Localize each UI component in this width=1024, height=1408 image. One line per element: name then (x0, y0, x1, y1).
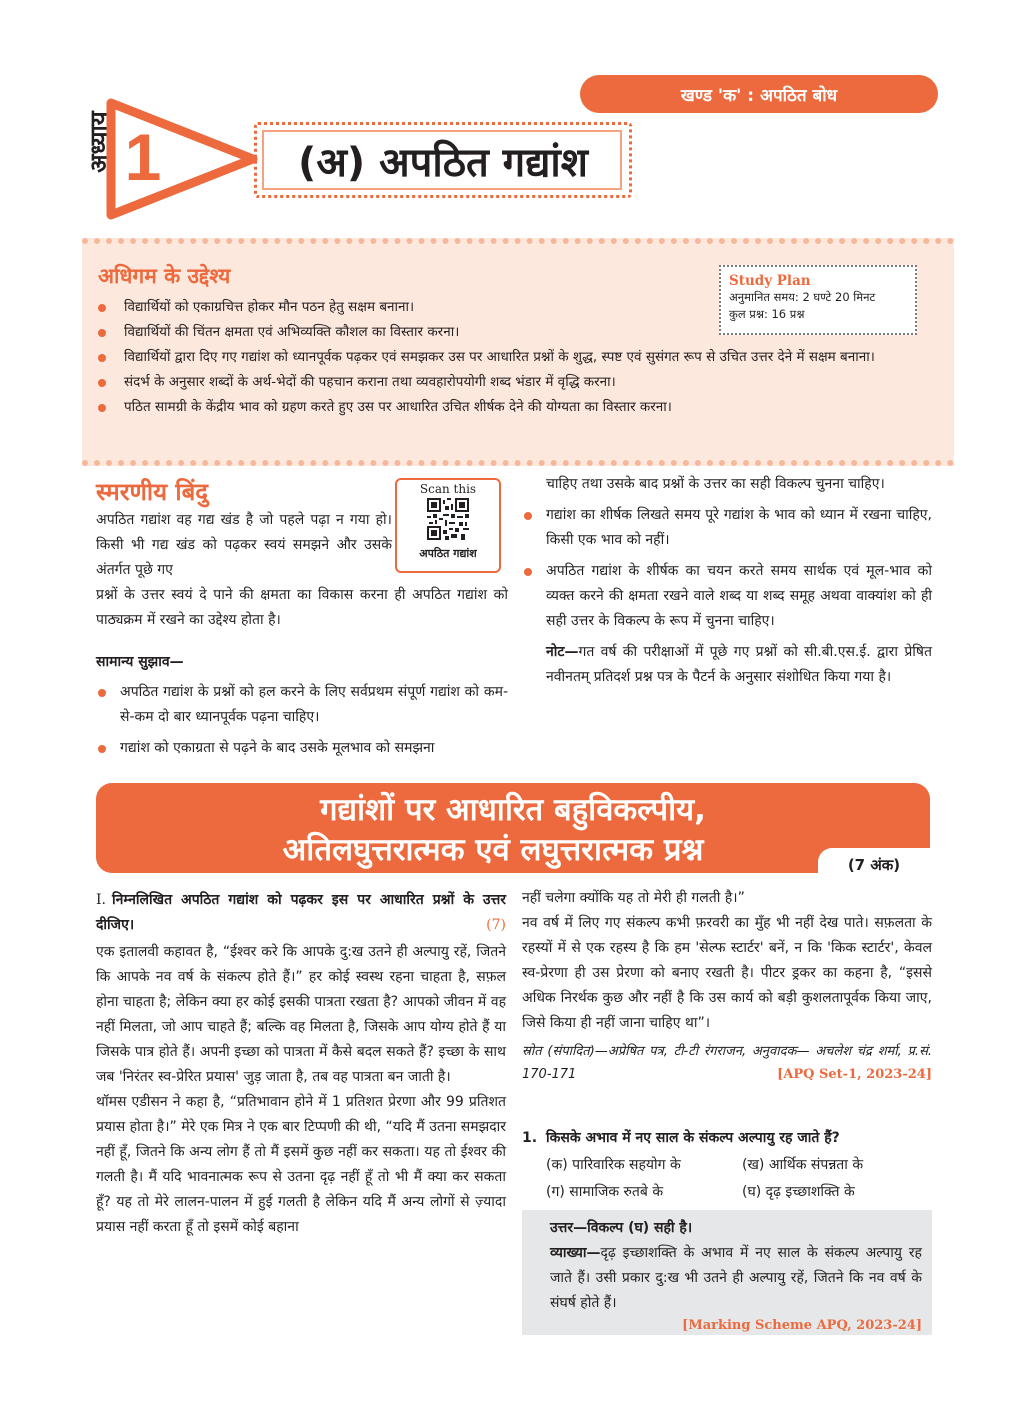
passage-paragraph: नव वर्ष में लिए गए संकल्प कभी फ़रवरी का मुँह भी नहीं देख पाते। सफ़लता के रहस्यों में से एक रहस्य है कि हम 'सेल्फ स्टार्टर' बनें, न कि 'किक स्टार्टर', केवल स्व-प्रेरणा ही उस प्रेरणा को बनाए रखती है। पीटर ड्रकर का कहना है, “इससे अधिक निरर्थक कुछ और नहीं है कि उस कार्य को बड़ी कुशलतापूर्वक किया जाए, जिसे किया ही नहीं जाना चाहिए था”। (522, 915, 932, 1031)
objectives-heading: अधिगम के उद्देश्य (98, 264, 231, 288)
passage-source (522, 1040, 932, 1086)
note (522, 640, 932, 690)
qr-scan-box[interactable] (395, 478, 501, 573)
question-number: 1. (522, 1130, 538, 1146)
passage-paragraph: नहीं चलेगा क्योंकि यह तो मेरी ही गलती है।” (522, 890, 745, 906)
right-point-item: गद्यांश का शीर्षक लिखते समय पूरे गद्यांश के भाव को ध्यान में रखना चाहिए, किसी एक भाव को नहीं। (522, 503, 932, 553)
question-1 (522, 1126, 932, 1151)
suggestion-item: गद्यांश को एकाग्रता से पढ़ने के बाद उसके मूलभाव को समझना (96, 736, 508, 761)
right-points-list (522, 503, 932, 634)
passage-paragraph: थॉमस एडीसन ने कहा है, “प्रतिभावान होने में 1 प्रतिशत प्रेरणा और 99 प्रतिशत प्रयास होता है।” मेरे एक मित्र ने एक बार टिप्पणी की थी, “यदि मैं उतना समझदार नहीं हूँ, जितने कि अन्य लोग हैं तो मैं इसमें कुछ नहीं कर सकता। यह तो ईश्वर की गलती है। मैं यदि भावनात्मक रूप से उतना दृढ़ नहीं हूँ तो भी मैं क्या कर सकता हूँ? यह तो मेरे लालन-पालन में हुई गलती है लेकिन यदि मैं अन्य लोगों से ज़्यादा प्रयास नहीं करता हूँ तो इसमें कोई बहाना (96, 1094, 506, 1235)
section-label: खण्ड 'क' : अपठित बोध (580, 75, 938, 113)
objective-item: विद्यार्थियों को एकाग्रचित्त होकर मौन पठन हेतु सक्षम बनाना। (96, 296, 946, 319)
qr-top-label: Scan this (419, 482, 477, 496)
answer-text: उत्तर—विकल्प (घ) सही है। (550, 1220, 693, 1236)
chapter-number: 1 (124, 120, 162, 194)
answer-explanation (550, 1241, 922, 1316)
qr-bottom-label: अपठित गद्यांश (419, 547, 477, 560)
option-ka: (क) पारिवारिक सहयोग के (546, 1157, 681, 1173)
chapter-word: अध्याय (85, 111, 113, 173)
objective-item: पठित सामग्री के केंद्रीय भाव को ग्रहण करते हुए उस पर आधारित उचित शीर्षक देने की योग्यता का विस्तार करना। (96, 396, 946, 419)
study-plan-box (719, 265, 917, 335)
remember-right-column (522, 472, 932, 690)
passage-paragraph: एक इतालवी कहावत है, “ईश्वर करे कि आपके दु:ख उतने ही अल्पायु रहें, जितने कि आपके नव वर्ष के संकल्प होते हैं।” हर कोई स्वस्थ रहना चाहता है, सफ़ल होना चाहता है; लेकिन क्या हर कोई इसकी पात्रता रखता है? आपको जीवन में वह नहीं मिलता, जो आप चाहते हैं; बल्कि वह मिलता है, जिसके आप योग्य होते हैं या जिसके पात्र होते हैं। अपनी इच्छा को पात्रता में कैसे बदल सकते हैं? इच्छा के साथ जब 'निरंतर स्व-प्रेरित प्रयास' जुड़ जाता है, तब वह पात्रता बन जाती है। (96, 944, 506, 1085)
suggestions-heading: सामान्य सुझाव— (96, 654, 184, 670)
explanation-text: दृढ़ इच्छाशक्ति के अभाव में नए साल के संकल्प अल्पायु रह जाते हैं। उसी प्रकार दु:ख भी उतने ही अल्पायु रहें, जितने कि नव वर्ष के संघर्ष होते हैं। (550, 1245, 922, 1311)
study-plan-questions: कुल प्रश्न: 16 प्रश्न (729, 307, 805, 321)
remember-intro: अपठित गद्यांश वह गद्य खंड है जो पहले पढ़ा न गया हो। किसी भी गद्य खंड को पढ़कर स्वयं समझने और उसके अंतर्गत पूछे गए (96, 512, 392, 578)
banner-line-2: अतिलघुत्तरात्मक एवं लघुत्तरात्मक प्रश्न (282, 832, 704, 868)
banner-line-1: गद्यांशों पर आधारित बहुविकल्पीय, (320, 792, 706, 828)
suggestion-item: अपठित गद्यांश के प्रश्नों को हल करने के लिए सर्वप्रथम संपूर्ण गद्यांश को कम-से-कम दो बार ध्यानपूर्वक पढ़ना चाहिए। (96, 680, 508, 730)
qr-code-icon[interactable] (427, 498, 469, 540)
right-point-item: अपठित गद्यांश के शीर्षक का चयन करते समय सार्थक एवं मूल-भाव को व्यक्त करने की क्षमता रखने वाले शब्द या शब्द समूह अथवा वाक्यांश को ही सही उत्तर के विकल्प के रूप में चुनना चाहिए। (522, 559, 932, 634)
remember-heading: स्मरणीय बिंदु (96, 478, 209, 506)
objective-item: विद्यार्थियों की चिंतन क्षमता एवं अभिव्यक्ति कौशल का विस्तार करना। (96, 321, 734, 344)
answer-box (522, 1210, 932, 1335)
note-text: गत वर्ष की परीक्षाओं में पूछे गए प्रश्नों को सी.बी.एस.ई. द्वारा प्रेषित नवीनतम् प्रतिदर्श प्रश्न पत्र के पैटर्न के अनुसार संशोधित किया गया है। (546, 644, 932, 685)
option-kha: (ख) आर्थिक संपन्नता के (742, 1157, 864, 1173)
marks-tag: (7 अंक) (818, 848, 930, 882)
remember-intro-continued: प्रश्नों के उत्तर स्वयं दे पाने की क्षमता का विकास करना ही अपठित गद्यांश को पाठ्यक्रम में रखने का उद्देश्य होता है। (96, 587, 508, 628)
question-text: किसके अभाव में नए साल के संकल्प अल्पायु रह जाते हैं? (546, 1130, 840, 1146)
study-plan-title: Study Plan (729, 273, 811, 289)
question-options (546, 1153, 932, 1205)
passage-source-ref: [APQ Set-1, 2023-24] (777, 1067, 932, 1082)
option-ga: (ग) सामाजिक रुतबे के (546, 1184, 664, 1200)
answer-reference: [Marking Scheme APQ, 2023-24] (682, 1318, 922, 1333)
passage-instruction (96, 888, 506, 938)
passage-right-column (522, 886, 932, 1086)
passage-left-column (96, 940, 506, 1240)
chapter-title: (अ) अपठित गद्यांश (254, 122, 632, 198)
option-gha: (घ) दृढ़ इच्छाशक्ति के (742, 1184, 855, 1200)
passage-source-text: स्रोत (संपादित)—अप्रेषित पत्र, टी-टी रंगराजन, अनुवादक— अचलेश चंद्र शर्मा, प्र.सं. 170-171 (522, 1044, 932, 1082)
suggestion-continuation: चाहिए तथा उसके बाद प्रश्नों के उत्तर का सही विकल्प चुनना चाहिए। (546, 476, 885, 492)
objective-item: संदर्भ के अनुसार शब्दों के अर्थ-भेदों की पहचान कराना तथा व्यवहारोपयोगी शब्द भंडार में वृद्धि करना। (96, 371, 946, 394)
study-plan-time: अनुमानित समय: 2 घण्टे 20 मिनट (729, 290, 876, 304)
passage-roman-number: I. (96, 892, 106, 908)
objective-item: विद्यार्थियों द्वारा दिए गए गद्यांश को ध्यानपूर्वक पढ़कर एवं समझकर उस पर आधारित प्रश्नों के शुद्ध, स्पष्ट एवं सुसंगत रूप से उचित उत्तर देने में सक्षम बनाना। (96, 346, 946, 369)
passage-instruction-text: निम्नलिखित अपठित गद्यांश को पढ़कर इस पर आधारित प्रश्नों के उत्तर दीजिए। (96, 892, 506, 933)
note-label: नोट— (546, 644, 579, 660)
suggestions-list (96, 680, 508, 767)
explanation-label: व्याख्या— (550, 1245, 601, 1261)
passage-marks: (7) (486, 917, 506, 933)
